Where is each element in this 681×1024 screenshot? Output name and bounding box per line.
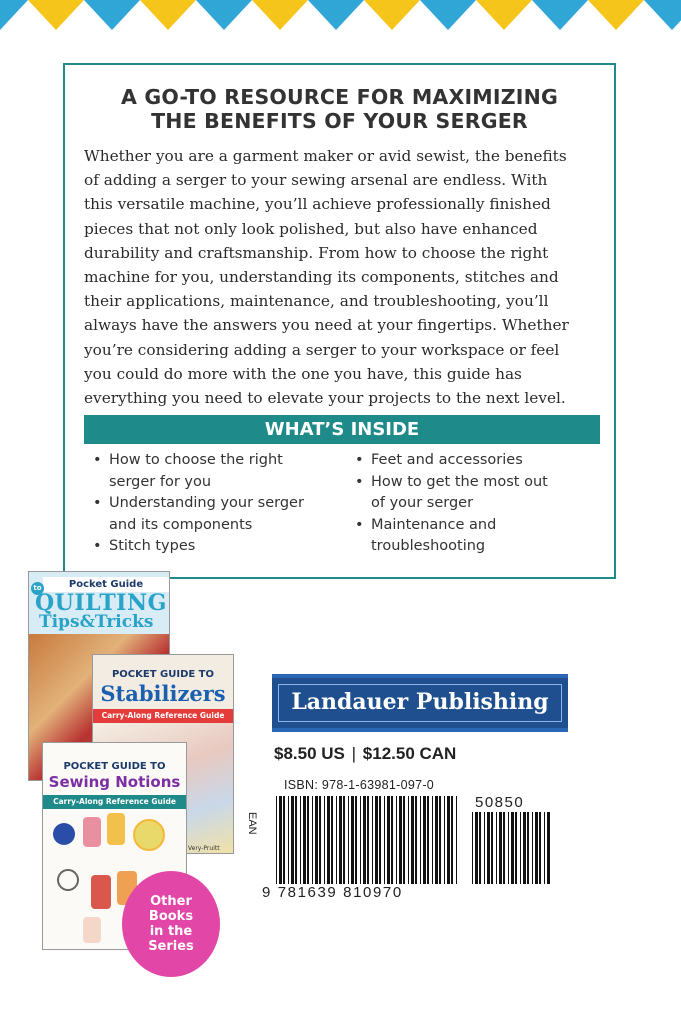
list-item: • Understanding your serger and its components [85,493,325,536]
barcode-bar [295,796,297,884]
barcode-bar [527,812,529,884]
description-panel [63,63,616,579]
barcode-bar [496,812,497,884]
whats-inside-list-left [85,450,325,558]
bunting-flag [140,0,196,30]
barcode-bar [508,812,509,884]
price-us: $8.50 US [274,744,345,763]
barcode-bar [379,796,381,884]
barcode-bar [399,796,402,884]
badge-line: Other [150,894,192,909]
barcode-bar [279,796,282,884]
barcode-bar [343,796,345,884]
barcode-bar [415,796,417,884]
barcode-bar [367,796,369,884]
barcode-bar [312,796,313,884]
barcode-bar [444,796,445,884]
bunting-banner [0,0,681,34]
barcode-bar [327,796,330,884]
barcode-bar [360,796,361,884]
list-item: • How to choose the right serger for you [85,450,325,493]
barcode-bar [336,796,337,884]
bunting-flag [476,0,532,30]
book2-title: Stabilizers [100,681,226,706]
bunting-flag [532,0,588,30]
badge-line: in the [149,924,193,939]
book2-subtitle: Carry-Along Reference Guide [93,709,233,723]
barcode-bar [372,796,373,884]
list-item: • Feet and accessories [347,450,587,472]
body-line: machine for you, understanding its components, stitches and [84,268,559,287]
barcode-bar [451,796,453,884]
barcode-bar [439,796,441,884]
barcode-bar [547,812,550,884]
book1-title-2: Tips&Tricks [39,612,154,632]
heading-line-1: A GO-TO RESOURCE FOR MAXIMIZING [120,85,559,109]
barcode-bar [300,796,301,884]
barcode-bar [432,796,433,884]
barcode-bar [515,812,517,884]
barcode-bar [387,796,390,884]
description-text [84,144,604,410]
barcode-bar [303,796,306,884]
bunting-flag [308,0,364,30]
bunting-flag [252,0,308,30]
publisher-logo [272,674,568,732]
barcode-bar [319,796,321,884]
barcode-bar [315,796,318,884]
barcode-bar [503,812,505,884]
barcode-bar [408,796,409,884]
bunting-flag [644,0,681,30]
barcode-bar [384,796,385,884]
barcode-bar [331,796,333,884]
barcode-bar [532,812,533,884]
book3-subtitle: Carry-Along Reference Guide [43,795,186,809]
panel-heading [65,85,614,133]
body-line: Whether you are a garment maker or avid sewist, the benefits [84,147,567,165]
bunting-flag [28,0,84,30]
bunting-flag [420,0,476,30]
barcode-bar [447,796,450,884]
barcode-bar [539,812,541,884]
barcode-bar [479,812,481,884]
barcode-supplement-number: 50850 [475,794,525,811]
ean-label: EAN [246,812,258,835]
barcode-bar [544,812,545,884]
body-line: always have the answers you need at your fingertips. Whether [84,316,569,335]
barcode-bar [291,796,294,884]
book1-to-label: to [31,582,44,595]
barcode-main [274,796,460,884]
whats-inside-list-right [347,450,587,558]
barcode-bar [375,796,378,884]
barcode-bar [491,812,493,884]
list-item: • Stitch types [85,536,325,558]
heading-line-2: THE BENEFITS OF YOUR SERGER [151,109,528,133]
badge-line: Series [148,939,194,954]
barcode-bar [535,812,538,884]
body-line: you could do more with the one you have, this guide has [84,364,522,383]
barcode-bar [472,812,473,884]
price: $8.50 US | $12.50 CAN [274,744,457,763]
barcode-bar [435,796,438,884]
barcode-bar [520,812,521,884]
barcode-bar [427,796,429,884]
bunting-flag [84,0,140,30]
barcode-bar [511,812,514,884]
body-line: pieces that not only look polished, but also have enhanced [84,219,538,238]
book3-series-label: POCKET GUIDE TO [63,761,166,772]
barcode-bar [283,796,285,884]
barcode-bar [355,796,357,884]
barcode-bar [396,796,397,884]
barcode-bar [420,796,421,884]
barcode-bar [411,796,414,884]
barcode-bar [403,796,405,884]
body-line: of adding a serger to your sewing arsenal are endless. With [84,171,548,190]
list-item: • How to get the most out of your serger [347,472,587,515]
barcode-bar [456,796,457,884]
badge-line: Books [148,909,194,924]
price-can: $12.50 CAN [362,744,457,763]
barcode-bar [487,812,490,884]
barcode-bar [423,796,426,884]
bunting-flag [364,0,420,30]
barcode-bar [276,796,277,884]
barcode-bar [484,812,485,884]
bunting-flag [0,0,28,30]
barcode-supplement [470,812,550,884]
barcode-bar [348,796,349,884]
book1-series-label: Pocket Guide [43,577,169,592]
other-books-badge [122,871,220,977]
barcode-number: 9 781639 810970 [262,884,403,901]
body-line: durability and craftsmanship. From how to choose the right [84,243,549,262]
book1-title-1: QUILTING [35,590,167,616]
barcode-bar [523,812,526,884]
book3-title: Sewing Notions [48,773,181,791]
book2-series-label: POCKET GUIDE TO [111,669,215,680]
body-line: you’re considering adding a serger to your workspace or feel [84,340,560,359]
barcode-bar [288,796,289,884]
body-line: their applications, maintenance, and troubleshooting, you’ll [84,292,549,311]
body-line: this versatile machine, you’ll achieve professionally finished [84,195,551,214]
barcode-bar [391,796,393,884]
barcode-bar [351,796,354,884]
bunting-flag [588,0,644,30]
barcode-bar [499,812,502,884]
barcode-bar [475,812,478,884]
bunting-flag [196,0,252,30]
barcode-bar [307,796,309,884]
barcode-bar [324,796,325,884]
publisher-name: Landauer Publishing [291,689,549,715]
isbn-label: ISBN: 978-1-63981-097-0 [284,778,435,792]
body-line: everything you need to elevate your projects to the next level. [84,389,566,408]
barcode-bar [363,796,366,884]
barcode-bar [339,796,342,884]
list-item: • Maintenance and troubleshooting [347,515,587,558]
book2-author: Very-Pruitt [188,845,220,852]
whats-inside-header: WHAT’S INSIDE [84,415,600,444]
